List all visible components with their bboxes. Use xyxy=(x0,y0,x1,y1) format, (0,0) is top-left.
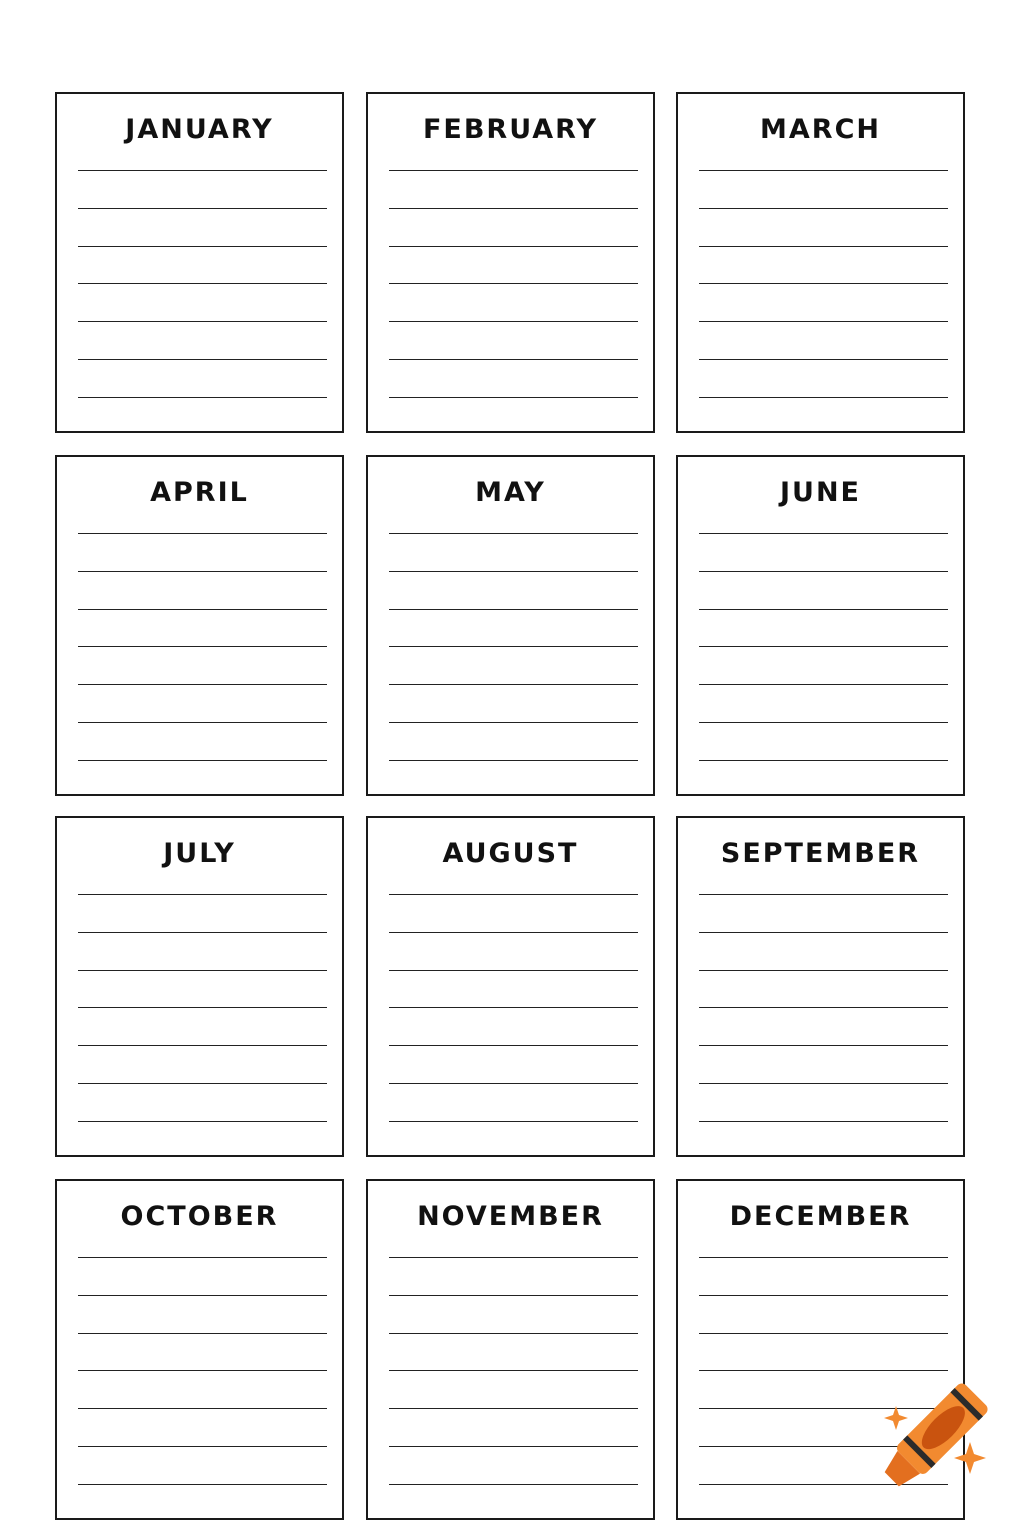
month-box-july xyxy=(55,816,344,1157)
writing-line[interactable] xyxy=(389,932,638,933)
month-box-march xyxy=(676,92,965,433)
writing-line[interactable] xyxy=(699,321,948,322)
writing-line[interactable] xyxy=(78,1446,327,1447)
writing-line[interactable] xyxy=(78,894,327,895)
month-title: SEPTEMBER xyxy=(720,838,921,869)
writing-line[interactable] xyxy=(78,1083,327,1084)
writing-line[interactable] xyxy=(389,894,638,895)
writing-line[interactable] xyxy=(389,760,638,761)
writing-line[interactable] xyxy=(78,1408,327,1409)
writing-line[interactable] xyxy=(389,246,638,247)
month-title: MAY xyxy=(475,477,546,508)
writing-line[interactable] xyxy=(78,283,327,284)
writing-line[interactable] xyxy=(389,170,638,171)
writing-line[interactable] xyxy=(78,1257,327,1258)
writing-line[interactable] xyxy=(389,359,638,360)
writing-line[interactable] xyxy=(699,646,948,647)
writing-line[interactable] xyxy=(389,1408,638,1409)
writing-line[interactable] xyxy=(389,1045,638,1046)
writing-line[interactable] xyxy=(699,1007,948,1008)
writing-line[interactable] xyxy=(78,397,327,398)
writing-line[interactable] xyxy=(389,1007,638,1008)
writing-line[interactable] xyxy=(699,246,948,247)
month-box-january xyxy=(55,92,344,433)
writing-line[interactable] xyxy=(389,1295,638,1296)
writing-line[interactable] xyxy=(78,359,327,360)
month-box-february xyxy=(366,92,655,433)
writing-line[interactable] xyxy=(389,646,638,647)
month-box-june xyxy=(676,455,965,796)
writing-line[interactable] xyxy=(699,1045,948,1046)
writing-line[interactable] xyxy=(389,1446,638,1447)
writing-line[interactable] xyxy=(699,208,948,209)
writing-line[interactable] xyxy=(699,1333,948,1334)
month-box-september xyxy=(676,816,965,1157)
writing-line[interactable] xyxy=(78,1295,327,1296)
writing-line[interactable] xyxy=(78,932,327,933)
writing-line[interactable] xyxy=(699,1257,948,1258)
writing-line[interactable] xyxy=(78,321,327,322)
writing-line[interactable] xyxy=(699,760,948,761)
month-title: JUNE xyxy=(779,477,861,508)
writing-line[interactable] xyxy=(78,609,327,610)
writing-line[interactable] xyxy=(78,1333,327,1334)
writing-line[interactable] xyxy=(78,970,327,971)
writing-line[interactable] xyxy=(78,684,327,685)
month-title: MARCH xyxy=(760,114,881,145)
writing-line[interactable] xyxy=(389,1370,638,1371)
month-title: APRIL xyxy=(150,477,249,508)
writing-line[interactable] xyxy=(78,1484,327,1485)
writing-line[interactable] xyxy=(78,1370,327,1371)
writing-line[interactable] xyxy=(389,684,638,685)
writing-line[interactable] xyxy=(389,283,638,284)
writing-line[interactable] xyxy=(699,609,948,610)
writing-line[interactable] xyxy=(78,646,327,647)
writing-line[interactable] xyxy=(699,397,948,398)
writing-line[interactable] xyxy=(699,932,948,933)
month-title: NOVEMBER xyxy=(417,1201,604,1232)
writing-line[interactable] xyxy=(389,722,638,723)
writing-line[interactable] xyxy=(78,208,327,209)
month-box-august xyxy=(366,816,655,1157)
writing-line[interactable] xyxy=(389,1257,638,1258)
writing-line[interactable] xyxy=(389,1083,638,1084)
writing-line[interactable] xyxy=(78,170,327,171)
month-box-october xyxy=(55,1179,344,1520)
month-box-may xyxy=(366,455,655,796)
writing-line[interactable] xyxy=(389,1484,638,1485)
writing-line[interactable] xyxy=(389,1121,638,1122)
month-title: OCTOBER xyxy=(120,1201,279,1232)
writing-line[interactable] xyxy=(699,1295,948,1296)
writing-line[interactable] xyxy=(389,609,638,610)
writing-line[interactable] xyxy=(389,397,638,398)
writing-line[interactable] xyxy=(78,246,327,247)
writing-line[interactable] xyxy=(389,208,638,209)
writing-line[interactable] xyxy=(389,970,638,971)
writing-line[interactable] xyxy=(699,283,948,284)
writing-line[interactable] xyxy=(699,684,948,685)
writing-line[interactable] xyxy=(389,533,638,534)
writing-line[interactable] xyxy=(78,571,327,572)
writing-line[interactable] xyxy=(699,170,948,171)
writing-line[interactable] xyxy=(389,321,638,322)
writing-line[interactable] xyxy=(78,1045,327,1046)
month-title: JULY xyxy=(163,838,236,869)
writing-line[interactable] xyxy=(699,359,948,360)
writing-line[interactable] xyxy=(699,533,948,534)
writing-line[interactable] xyxy=(699,970,948,971)
month-title: JANUARY xyxy=(125,114,274,145)
writing-line[interactable] xyxy=(389,571,638,572)
month-box-november xyxy=(366,1179,655,1520)
month-title: DECEMBER xyxy=(729,1201,912,1232)
writing-line[interactable] xyxy=(78,1121,327,1122)
writing-line[interactable] xyxy=(699,1121,948,1122)
writing-line[interactable] xyxy=(78,533,327,534)
writing-line[interactable] xyxy=(389,1333,638,1334)
writing-line[interactable] xyxy=(78,1007,327,1008)
writing-line[interactable] xyxy=(699,722,948,723)
crayon-icon xyxy=(862,1372,1002,1512)
writing-line[interactable] xyxy=(78,722,327,723)
writing-line[interactable] xyxy=(699,571,948,572)
writing-line[interactable] xyxy=(78,760,327,761)
month-box-april xyxy=(55,455,344,796)
writing-line[interactable] xyxy=(699,1083,948,1084)
writing-line[interactable] xyxy=(699,894,948,895)
month-title: AUGUST xyxy=(442,838,579,869)
month-title: FEBRUARY xyxy=(422,114,599,145)
